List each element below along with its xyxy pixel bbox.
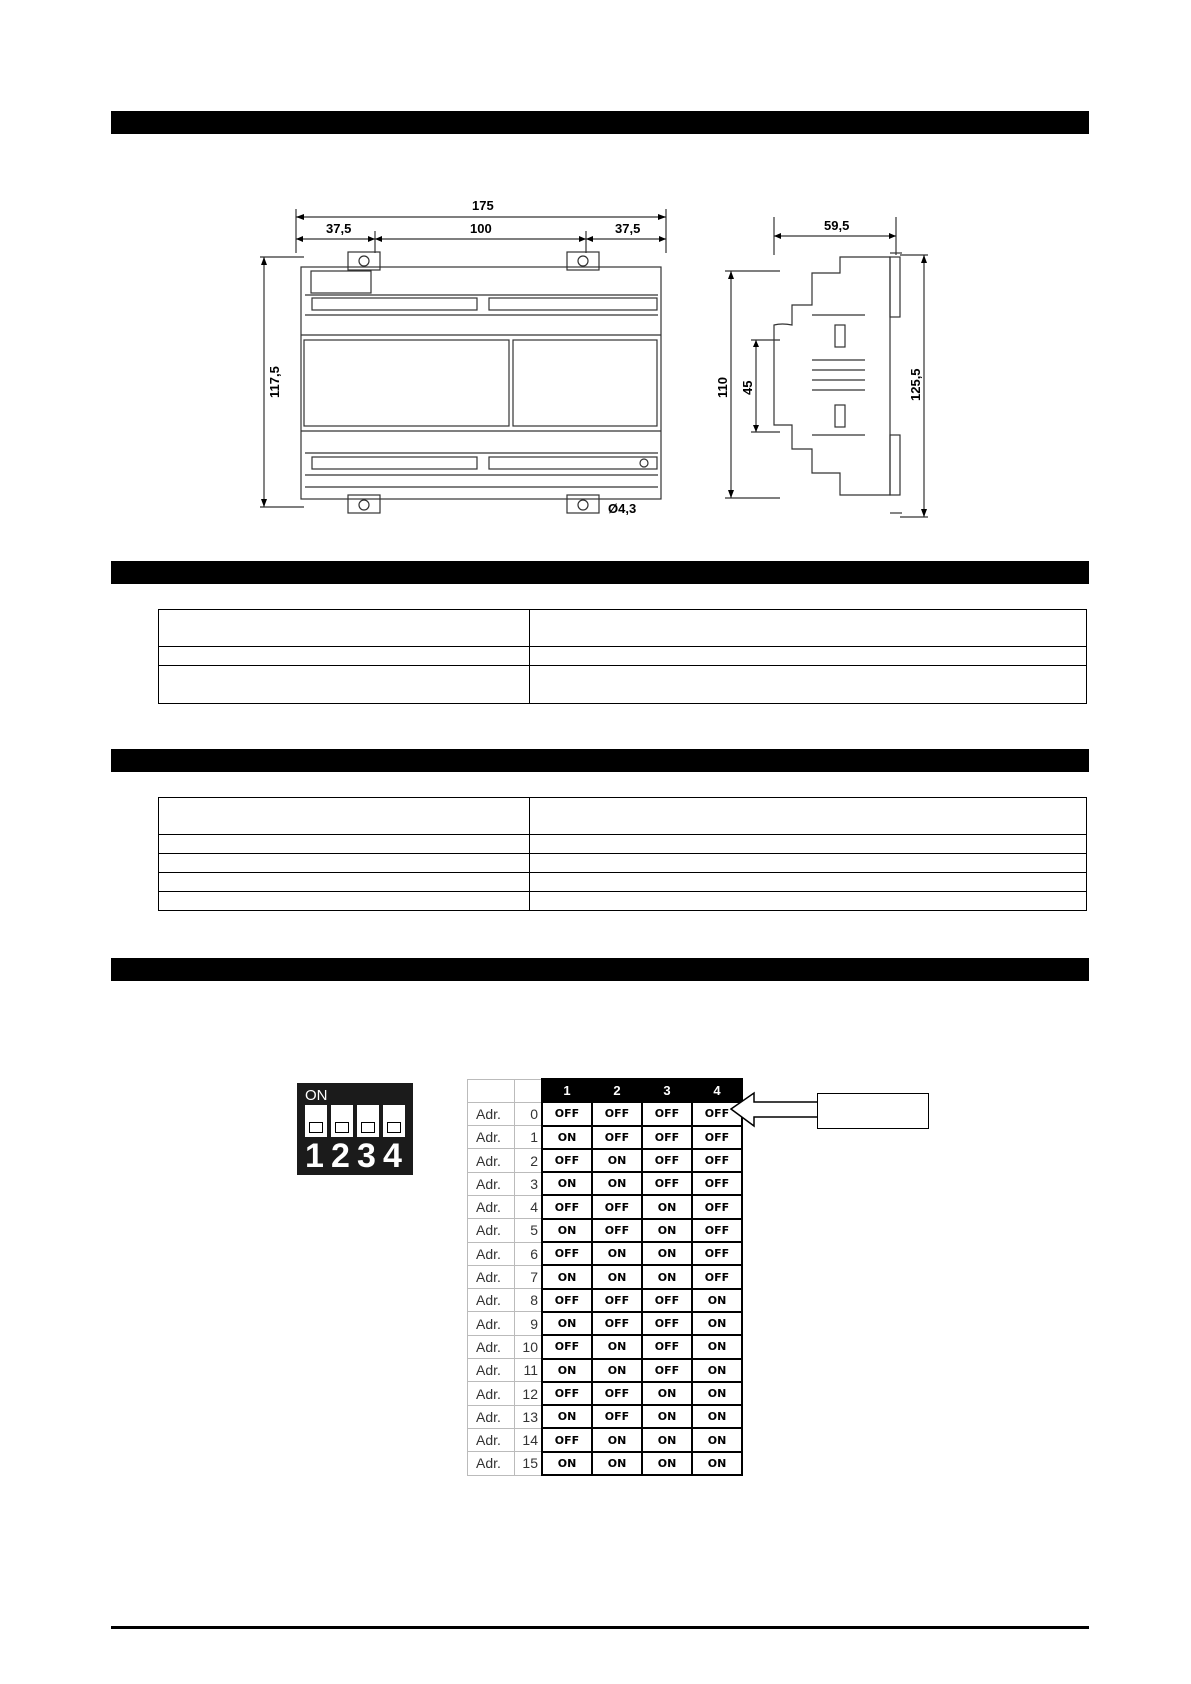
row-address: 5	[515, 1219, 543, 1242]
front-display-right	[513, 340, 657, 426]
switch-state-cell: ON	[592, 1335, 642, 1358]
switch-state-cell: OFF	[542, 1149, 592, 1172]
dip-number-1: 1	[305, 1137, 324, 1175]
switch-state-cell: OFF	[542, 1382, 592, 1405]
switch-state-cell: OFF	[692, 1172, 742, 1195]
switch-state-cell: ON	[542, 1172, 592, 1195]
header-switch-3: 3	[642, 1079, 692, 1102]
table-row	[468, 1172, 743, 1195]
footer-rule	[111, 1626, 1089, 1629]
switch-state-cell: OFF	[692, 1265, 742, 1288]
table-row	[159, 666, 1087, 704]
front-view	[260, 209, 666, 513]
table-row	[159, 854, 1087, 873]
dip-switch-4	[383, 1105, 405, 1137]
table-row	[468, 1382, 743, 1405]
dim-label-110: 110	[715, 377, 730, 398]
switch-state-cell: OFF	[642, 1102, 692, 1125]
row-address: 12	[515, 1382, 543, 1405]
dip-number-2: 2	[331, 1137, 350, 1175]
switch-state-cell: ON	[592, 1242, 642, 1265]
switch-state-cell: OFF	[692, 1149, 742, 1172]
switch-state-cell: ON	[542, 1219, 592, 1242]
switch-state-cell: ON	[592, 1149, 642, 1172]
row-address: 8	[515, 1289, 543, 1312]
switch-state-cell: OFF	[642, 1289, 692, 1312]
switch-state-cell: OFF	[542, 1102, 592, 1125]
switch-state-cell: ON	[592, 1452, 642, 1475]
switch-state-cell: OFF	[592, 1405, 642, 1428]
callout-box	[817, 1093, 929, 1129]
switch-state-cell: OFF	[592, 1102, 642, 1125]
row-label: Adr.	[468, 1102, 515, 1125]
switch-state-cell: ON	[642, 1382, 692, 1405]
dim-label-height-front: 117,5	[267, 366, 282, 398]
dip-switch-3	[357, 1105, 379, 1137]
switch-state-cell: OFF	[642, 1312, 692, 1335]
switch-state-cell: ON	[542, 1126, 592, 1149]
switch-state-cell: OFF	[592, 1312, 642, 1335]
table-row	[468, 1452, 743, 1475]
row-address: 14	[515, 1428, 543, 1451]
switch-state-cell: OFF	[692, 1126, 742, 1149]
row-label: Adr.	[468, 1149, 515, 1172]
switch-state-cell: OFF	[692, 1219, 742, 1242]
table-row	[159, 873, 1087, 892]
section-header-bar-2	[111, 561, 1089, 584]
switch-state-cell: OFF	[542, 1195, 592, 1218]
switch-state-cell: ON	[692, 1428, 742, 1451]
table-row	[468, 1102, 743, 1125]
header-switch-1: 1	[542, 1079, 592, 1102]
row-label: Adr.	[468, 1289, 515, 1312]
table-row	[159, 610, 1087, 647]
dip-number-3: 3	[357, 1137, 376, 1175]
address-table	[467, 1078, 743, 1476]
dip-switch	[297, 1083, 413, 1175]
switch-state-cell: ON	[692, 1452, 742, 1475]
switch-state-cell: ON	[642, 1195, 692, 1218]
switch-state-cell: ON	[642, 1428, 692, 1451]
dim-label-125: 125,5	[908, 368, 923, 401]
section-header-bar-4	[111, 958, 1089, 981]
dim-label-175: 175	[472, 198, 494, 213]
spec-table-2	[158, 797, 1087, 911]
row-address: 0	[515, 1102, 543, 1125]
switch-state-cell: ON	[642, 1242, 692, 1265]
row-address: 9	[515, 1312, 543, 1335]
switch-state-cell: OFF	[642, 1172, 692, 1195]
front-housing	[301, 267, 661, 499]
switch-state-cell: OFF	[692, 1102, 742, 1125]
dim-label-hole: Ø4,3	[608, 501, 637, 516]
switch-state-cell: OFF	[692, 1242, 742, 1265]
spec-table-1	[158, 609, 1087, 704]
switch-state-cell: OFF	[542, 1428, 592, 1451]
row-label: Adr.	[468, 1335, 515, 1358]
switch-state-cell: ON	[542, 1452, 592, 1475]
table-row	[468, 1149, 743, 1172]
switch-state-cell: OFF	[642, 1359, 692, 1382]
section-header-bar-3	[111, 749, 1089, 772]
row-label: Adr.	[468, 1172, 515, 1195]
switch-state-cell: OFF	[642, 1335, 692, 1358]
dim-label-left: 37,5	[326, 221, 352, 236]
switch-state-cell: ON	[692, 1312, 742, 1335]
row-label: Adr.	[468, 1242, 515, 1265]
dip-on-label: ON	[305, 1087, 328, 1104]
row-label: Adr.	[468, 1195, 515, 1218]
switch-state-cell: ON	[542, 1265, 592, 1288]
switch-state-cell: ON	[542, 1359, 592, 1382]
row-label: Adr.	[468, 1359, 515, 1382]
row-label: Adr.	[468, 1126, 515, 1149]
row-label: Adr.	[468, 1452, 515, 1475]
dim-label-depth: 59,5	[824, 218, 850, 233]
switch-state-cell: OFF	[592, 1126, 642, 1149]
switch-state-cell: ON	[692, 1405, 742, 1428]
row-address: 10	[515, 1335, 543, 1358]
switch-state-cell: ON	[592, 1172, 642, 1195]
row-address: 7	[515, 1265, 543, 1288]
dim-label-45: 45	[740, 380, 755, 395]
table-row	[159, 647, 1087, 666]
switch-state-cell: ON	[542, 1405, 592, 1428]
switch-state-cell: ON	[642, 1405, 692, 1428]
table-row	[468, 1335, 743, 1358]
switch-state-cell: ON	[542, 1312, 592, 1335]
row-address: 2	[515, 1149, 543, 1172]
switch-state-cell: ON	[642, 1219, 692, 1242]
switch-state-cell: OFF	[542, 1242, 592, 1265]
row-address: 15	[515, 1452, 543, 1475]
switch-state-cell: ON	[642, 1265, 692, 1288]
table-row	[468, 1359, 743, 1382]
row-address: 6	[515, 1242, 543, 1265]
table-row	[468, 1265, 743, 1288]
front-display-left	[304, 340, 509, 426]
table-row	[159, 835, 1087, 854]
table-row	[468, 1219, 743, 1242]
dip-number-4: 4	[383, 1137, 402, 1175]
row-label: Adr.	[468, 1312, 515, 1335]
switch-state-cell: OFF	[642, 1149, 692, 1172]
table-row	[159, 798, 1087, 835]
table-row	[468, 1289, 743, 1312]
switch-state-cell: ON	[592, 1359, 642, 1382]
row-address: 1	[515, 1126, 543, 1149]
row-label: Adr.	[468, 1219, 515, 1242]
table-row	[468, 1312, 743, 1335]
switch-state-cell: OFF	[592, 1289, 642, 1312]
address-table-header	[468, 1079, 743, 1102]
side-view	[725, 217, 928, 517]
row-label: Adr.	[468, 1382, 515, 1405]
switch-state-cell: ON	[692, 1335, 742, 1358]
section-header-bar-1	[111, 111, 1089, 134]
table-row	[159, 892, 1087, 911]
switch-state-cell: OFF	[692, 1195, 742, 1218]
table-row	[468, 1405, 743, 1428]
dim-label-right: 37,5	[615, 221, 641, 236]
table-row	[468, 1126, 743, 1149]
switch-state-cell: ON	[642, 1452, 692, 1475]
switch-state-cell: OFF	[542, 1335, 592, 1358]
header-switch-2: 2	[592, 1079, 642, 1102]
dim-label-middle: 100	[470, 221, 492, 236]
dip-switch-1	[305, 1105, 327, 1137]
row-address: 13	[515, 1405, 543, 1428]
switch-state-cell: OFF	[592, 1195, 642, 1218]
switch-state-cell: ON	[592, 1428, 642, 1451]
row-address: 3	[515, 1172, 543, 1195]
arrow-left-icon	[730, 1090, 820, 1130]
switch-state-cell: ON	[692, 1359, 742, 1382]
switch-state-cell: ON	[692, 1382, 742, 1405]
row-label: Adr.	[468, 1265, 515, 1288]
switch-state-cell: OFF	[592, 1382, 642, 1405]
table-row	[468, 1242, 743, 1265]
row-address: 11	[515, 1359, 543, 1382]
switch-state-cell: ON	[592, 1265, 642, 1288]
row-label: Adr.	[468, 1405, 515, 1428]
switch-state-cell: OFF	[592, 1219, 642, 1242]
side-housing	[774, 257, 890, 495]
dip-switch-2	[331, 1105, 353, 1137]
header-switch-4: 4	[692, 1079, 742, 1102]
row-address: 4	[515, 1195, 543, 1218]
table-row	[468, 1195, 743, 1218]
row-label: Adr.	[468, 1428, 515, 1451]
dimension-drawing	[260, 195, 940, 525]
table-row	[468, 1428, 743, 1451]
switch-state-cell: ON	[692, 1289, 742, 1312]
switch-state-cell: OFF	[542, 1289, 592, 1312]
switch-state-cell: OFF	[642, 1126, 692, 1149]
